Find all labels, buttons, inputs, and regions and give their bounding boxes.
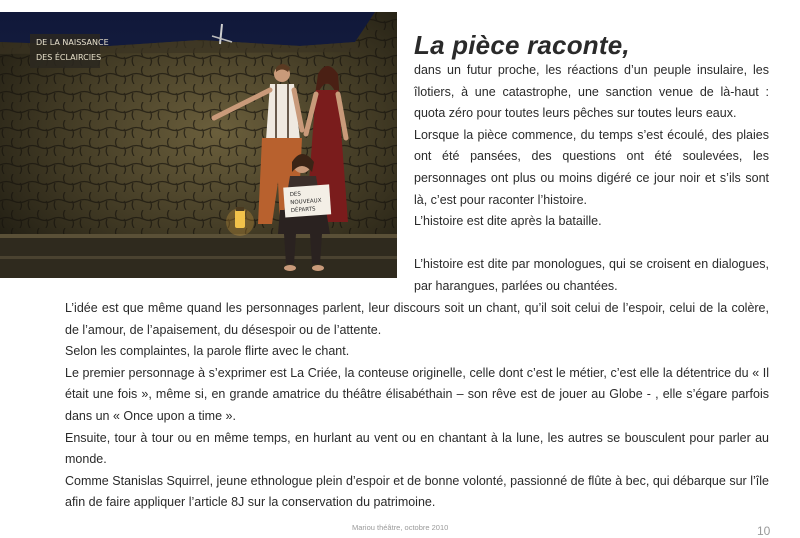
paragraph: Ensuite, tour à tour ou en même temps, en hurlant au vent ou en chantant à la lune, les autres se bousculent pour parler au monde.: [65, 430, 769, 467]
svg-text:DES: DES: [289, 191, 302, 199]
paragraph: Comme Stanislas Squirrel, jeune ethnologue plein d’espoir et de bonne volonté, passionné de flûte à bec, qui débarque sur l’île afin de faire appliquer l’article 8J sur la conservation du patrimoine.: [65, 473, 769, 510]
paragraph: Lorsque la pièce commence, du temps s’est écoulé, des plaies ont été pansées, des questions ont été soulevées, les personnages ont plus ou moins digéré ce jour noir et s’ils sont là, c’est pour raconter l’histoire.: [414, 127, 769, 207]
page-number: 10: [757, 524, 771, 538]
svg-text:NOUVEAUX: NOUVEAUX: [290, 197, 322, 207]
svg-text:DE LA NAISSANCE: DE LA NAISSANCE: [36, 38, 109, 47]
page-title: La pièce raconte,: [414, 30, 630, 60]
body-text: [65, 298, 769, 514]
paragraph: dans un futur proche, les réactions d’un peuple insulaire, les îlotiers, à une catastrophe, une sanction venue de là-haut : quota zéro pour toutes leurs pêches sur toutes leurs eaux.: [414, 63, 769, 121]
paragraph: L’histoire est dite par monologues, qui se croisent en dialogues, par harangues, parlées ou chantées.: [414, 257, 769, 293]
intro-text: [414, 60, 769, 298]
paragraph: L’idée est que même quand les personnages parlent, leur discours soit un chant, qu’il soit celui de l’espoir, celui de la colère, de l’amour, de l’apaisement, du désespoir ou de l’attente.: [65, 301, 769, 337]
svg-text:DÉPARTS: DÉPARTS: [290, 206, 316, 215]
theatre-sign: [30, 34, 109, 68]
performance-photo: [0, 12, 397, 278]
footer-credit: Mariou théâtre, octobre 2010: [352, 523, 449, 532]
paragraph: Selon les complaintes, la parole flirte avec le chant.: [65, 344, 350, 359]
held-paper-sign: [283, 184, 331, 217]
paragraph: Le premier personnage à s’exprimer est La Criée, la conteuse originelle, celle dont c’est le métier, c’est elle la détentrice du « Il était une fois », même si, en grande amatrice du théâtre élisabéthain – son rêve est de jouer au Globe - , elle s’égare parfois dans un « Once upon a time ».: [65, 365, 769, 423]
svg-text:DES ÉCLAIRCIES: DES ÉCLAIRCIES: [36, 53, 102, 62]
paragraph: L’histoire est dite après la bataille.: [414, 214, 602, 229]
